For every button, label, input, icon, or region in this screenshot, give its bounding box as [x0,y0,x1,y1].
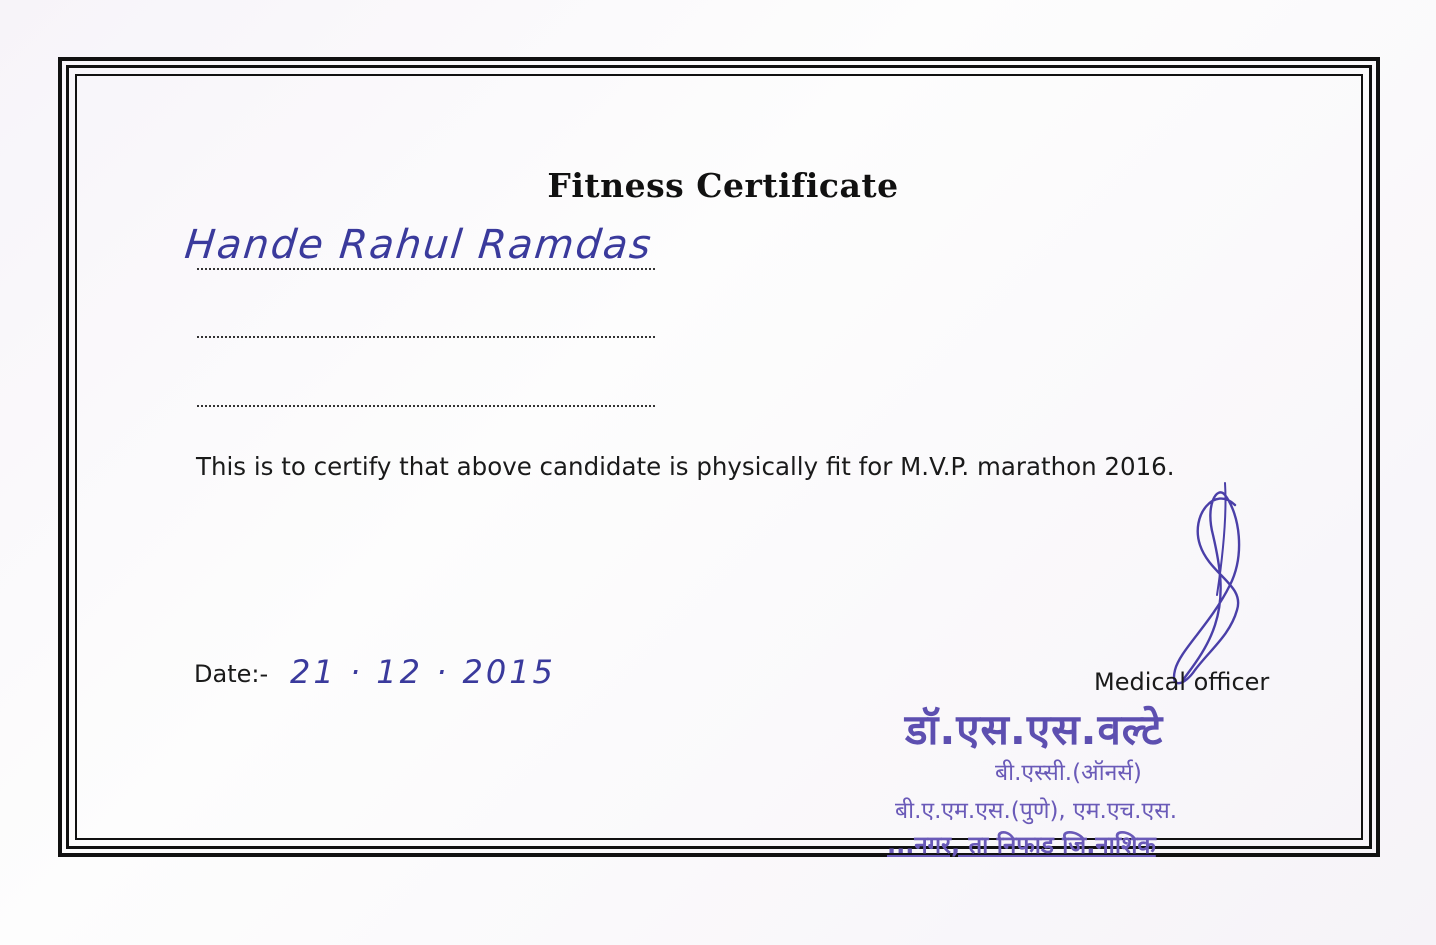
signature-icon [1155,475,1255,695]
date-label: Date:- [194,660,269,688]
name-line-3 [197,405,655,407]
name-line-1 [197,268,655,270]
date-handwritten: 21 · 12 · 2015 [290,653,556,691]
certificate-title: Fitness Certificate [547,166,899,205]
candidate-name-handwritten: Hande Rahul Ramdas [182,222,655,268]
name-line-2 [197,336,655,338]
stamp-doctor-name: डॉ.एस.एस.वल्टे [905,705,1164,754]
medical-officer-label: Medical officer [1094,668,1270,696]
stamp-degree-1: बी.एस्सी.(ऑनर्स) [995,760,1142,786]
certification-statement: This is to certify that above candidate is physically fit for M.V.P. marathon 2016. [196,452,1175,481]
stamp-degree-2: बी.ए.एम.एस.(पुणे), एम.एच.एस. [895,798,1178,824]
stamp-address: ...नगर, ता निफाड जि.नाशिक [887,831,1156,859]
